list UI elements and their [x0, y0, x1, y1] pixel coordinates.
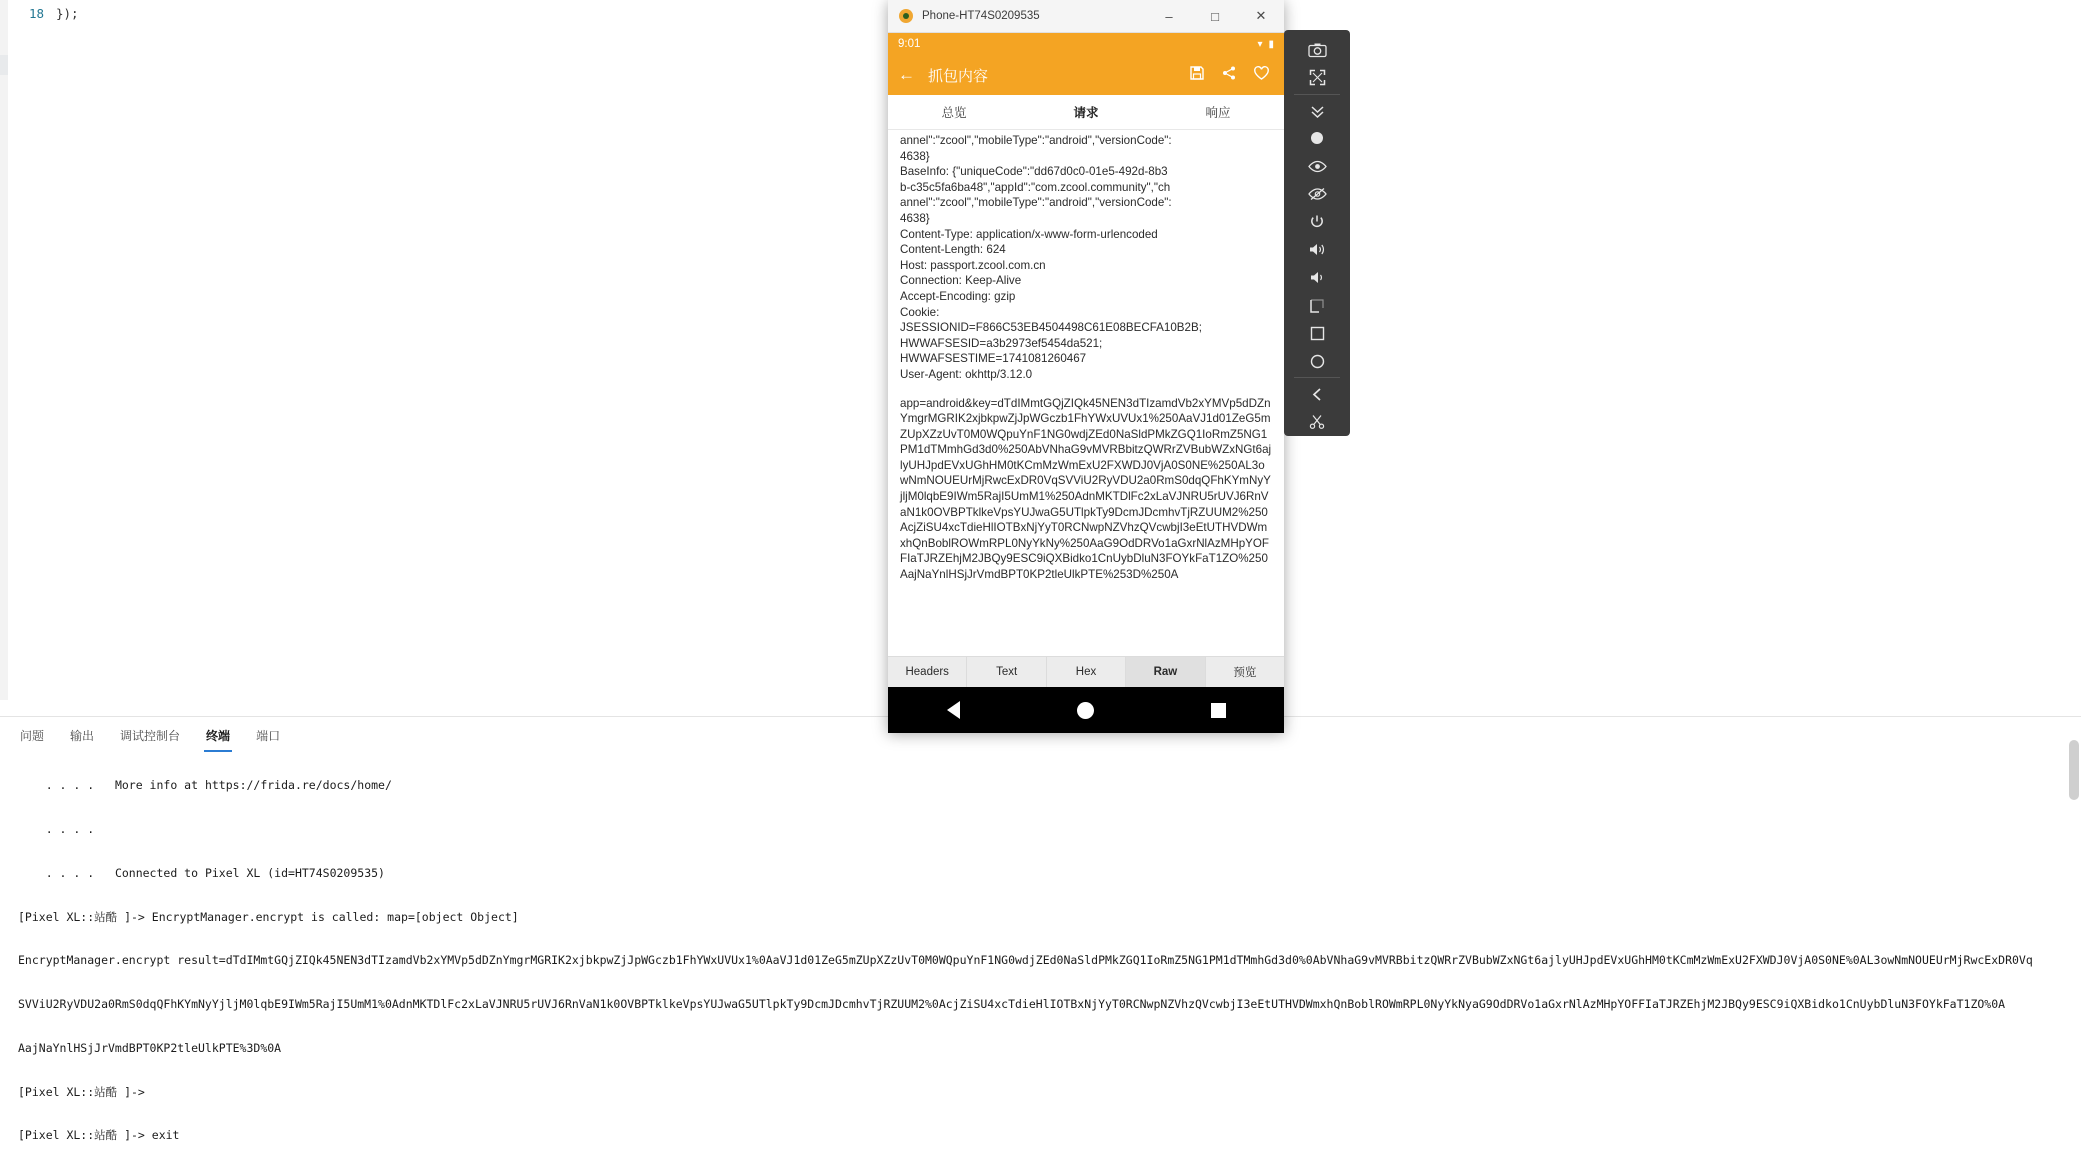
save-icon[interactable] [1189, 65, 1205, 85]
terminal-line: [Pixel XL::站酷 ]-> EncryptManager.encrypt is called: map=[object Object] [18, 909, 519, 924]
back-nav-icon[interactable] [947, 701, 960, 719]
maximize-button[interactable]: □ [1211, 8, 1219, 24]
header-line: Accept-Encoding: gzip [900, 289, 1016, 303]
app-bar-actions[interactable] [1189, 65, 1274, 85]
emulator-window[interactable] [888, 0, 1284, 732]
header-line: Cookie: [900, 305, 940, 319]
terminal-line: [Pixel XL::站酷 ]-> exit [18, 1128, 180, 1143]
header-line: HWWAFSESID=a3b2973ef5454da521; [900, 336, 1103, 350]
android-status-bar [888, 33, 1284, 55]
header-line: 4638} [900, 211, 930, 225]
favorite-icon[interactable] [1253, 65, 1270, 85]
tab-headers[interactable]: Headers [888, 657, 967, 687]
square-icon[interactable] [1289, 320, 1345, 348]
terminal-line: [Pixel XL::站酷 ]-> [18, 1084, 145, 1099]
request-tab-row[interactable] [888, 95, 1284, 130]
tab-terminal[interactable]: 终端 [204, 725, 232, 752]
clipped-header-line-2: 4638} [900, 149, 930, 163]
editor-left-marker [0, 55, 8, 75]
clipped-header-line: annel":"zcool","mobileType":"android","versionCode": [900, 134, 1172, 147]
eye-icon[interactable] [1289, 152, 1345, 180]
terminal-output[interactable] [18, 749, 2071, 1143]
minimize-button[interactable]: – [1165, 8, 1173, 24]
header-line: User-Agent: okhttp/3.12.0 [900, 367, 1033, 381]
header-line: BaseInfo: {"uniqueCode":"dd67d0c0-01e5-492d-8b3 [900, 165, 1168, 179]
terminal-line: . . . . More info at https://frida.re/docs/home/ [18, 778, 392, 793]
terminal-tab-bar[interactable] [18, 725, 282, 752]
circle-icon[interactable] [1289, 347, 1345, 375]
app-bar[interactable] [888, 55, 1284, 95]
header-line: b-c35c5fa6ba48","appId":"com.zcool.community","ch [900, 180, 1171, 194]
header-line: Content-Type: application/x-www-form-urlencoded [900, 227, 1158, 241]
terminal-line: SVViU2RyVDU2a0RmS0dqQFhKYmNyYjljM0lqbE9IWm5RajI5UmM1%0AdnMKTDlFc2xLaVJNRU5rUVJ6RnVaN1k0OVBPTklkeVpsYUJwaG5UTlpkTy9DcmJDcmhvTjRZUUM2%0AcjZiSU4xcTdieHlIOTBxNjYyT0RCNwpNZVhzQVcwbjI3eEtUTHVDWmxhQnBoblROWmRPL0NyYkNyaG9OdDRVo1aGxrNlAzMHpYOFFIaTJRZEhjM2JBQy9ESC9iQXBidko1CnUybDluN3FOYkFaT1ZO%0A [18, 997, 2006, 1012]
header-line: annel":"zcool","mobileType":"android","versionCode": [900, 196, 1172, 210]
volume-up-icon[interactable] [1289, 236, 1345, 264]
wifi-icon: ▾ [1257, 38, 1263, 50]
record-icon[interactable] [1289, 124, 1345, 152]
emulator-side-toolbar[interactable] [1284, 30, 1350, 436]
back-chevron-icon[interactable] [1289, 380, 1345, 408]
terminal-line: AajNaYnlHSjJrVmdBPT0KP2tleUlkPTE%3D%0A [18, 1040, 282, 1055]
eye-off-icon[interactable] [1289, 180, 1345, 208]
code-text: }); [56, 5, 79, 21]
tab-output[interactable]: 输出 [70, 729, 95, 743]
tab-ports[interactable]: 端口 [256, 729, 281, 743]
close-button[interactable]: ✕ [1255, 8, 1267, 23]
line-number: 18 [28, 5, 44, 21]
collapse-down-icon[interactable] [1289, 97, 1345, 125]
tab-problems[interactable]: 问题 [20, 729, 45, 743]
request-payload: app=android&key=dTdIMmtGQjZIQk45NEN3dTIzamdVb2xYMVp5dDZnYmgrMGRIK2xjbkpwZjJpWGczb1FhYWxUVUx1%250AaVJ1d01ZeG5mZUpXZzUvT0M0WQpuYnF1NG0wdjZEd0NaSldPMkZGQ1IoRmZ5NG1PM1dTMmhGd3d0%250AbVNhaG9vMVRBbitzQWRrZVBubWZxNGt6ajlyUHJpdEVxUGhHM0tKCmMzWmExU2FXWDJ0VjA0S0NE%250AL3owNmNOUEUrMjRwcExDR0VqSVViU2RyVDU2a0RmS0dqQFhKYmNyYjljM0lqbE9IWm5RajI5UmM1%250AdnMKTDlFc2xLaVJNRU5rUVJ6RnVaN1k0OVBPTklkeVpsYUJwaG5UTlpkTy9DcmJDcmhvTjRZUUM2%250AcjZiSU4xcTdieHlIOTBxNjYyT0RCNwpNZVhzQVcwbjI3eEtUTHVDWmxhQnBoblROWmRPL0NyYkNy%250AaG9OdDRVo1aGxrNlAzMHpYOFFIaTJRZEhjM2JBQy9ESC9iQXBidko1CnUybDluN3FOYkFaT1ZO%250AajNaYnlHSjJrVmdBPT0KP2tleUlkPTE%253D%250A [900, 396, 1272, 582]
recents-nav-icon[interactable] [1211, 703, 1226, 718]
tab-hex[interactable]: Hex [1047, 657, 1126, 687]
volume-down-icon[interactable] [1289, 264, 1345, 292]
header-line: Content-Length: 624 [900, 243, 1006, 257]
header-line: Connection: Keep-Alive [900, 274, 1022, 288]
toolbar-divider [1294, 94, 1340, 95]
tab-request[interactable]: 请求 [1073, 106, 1099, 120]
fullscreen-icon[interactable] [1289, 64, 1345, 92]
header-line: Host: passport.zcool.com.cn [900, 258, 1046, 272]
tab-raw[interactable]: Raw [1126, 657, 1205, 687]
toolbar-divider [1294, 377, 1340, 378]
code-line [0, 4, 79, 22]
power-icon[interactable] [1289, 208, 1345, 236]
rotate-icon[interactable] [1289, 292, 1345, 320]
status-icon-group [1257, 39, 1274, 50]
terminal-scrollbar[interactable] [2069, 740, 2079, 800]
tab-debug-console[interactable]: 调试控制台 [120, 729, 181, 743]
battery-icon: ▮ [1268, 38, 1274, 50]
request-content[interactable] [888, 129, 1284, 643]
android-emulator-icon [899, 9, 913, 23]
tab-preview[interactable]: 预览 [1233, 667, 1257, 679]
terminal-line: . . . . [18, 821, 95, 836]
camera-icon[interactable] [1289, 36, 1345, 64]
scissors-icon[interactable] [1289, 408, 1345, 436]
view-mode-tab-bar[interactable] [888, 656, 1284, 687]
back-arrow-icon[interactable]: ← [898, 65, 915, 84]
emulator-title-bar[interactable] [888, 0, 1284, 33]
terminal-line: EncryptManager.encrypt result=dTdIMmtGQjZIQk45NEN3dTIzamdVb2xYMVp5dDZnYmgrMGRIK2xjbkpwZjJpWGczb1FhYWxUVUx1%0AaVJ1d01ZeG5mZUpXZzUvT0M0WQpuYnF1NG0wdjZEd0NaSldPMkZGQ1IoRmZ5NG1PM1dTMmhGd3d0%0AbVNhaG9vMVRBbitzQWRrZVBubWZxNGt6ajlyUHJpdEVxUGhHM0tKCmMzWmExU2FXWDJ0VjA0S0NE%0AL3owNmNOUEUrMjRwcExDR0Vq [18, 953, 2033, 968]
tab-response[interactable]: 响应 [1205, 106, 1231, 120]
tab-text[interactable]: Text [967, 657, 1046, 687]
terminal-panel[interactable] [0, 716, 2081, 1143]
app-bar-title: 抓包内容 [928, 67, 989, 85]
phone-screen[interactable] [888, 33, 1284, 733]
emulator-window-title: Phone-HT74S0209535 [922, 10, 1040, 22]
content-gap [900, 383, 1272, 396]
header-line: JSESSIONID=F866C53EB4504498C61E08BECFA10B2B; [900, 321, 1202, 335]
status-time: 9:01 [898, 38, 921, 50]
terminal-line: . . . . Connected to Pixel XL (id=HT74S0209535) [18, 865, 385, 880]
tab-overview[interactable]: 总览 [941, 106, 967, 120]
android-nav-bar[interactable] [888, 687, 1284, 733]
editor-gutter-strip [0, 0, 8, 700]
header-line: HWWAFSESTIME=1741081260467 [900, 352, 1087, 366]
share-icon[interactable] [1221, 65, 1237, 85]
home-nav-icon[interactable] [1077, 702, 1094, 719]
